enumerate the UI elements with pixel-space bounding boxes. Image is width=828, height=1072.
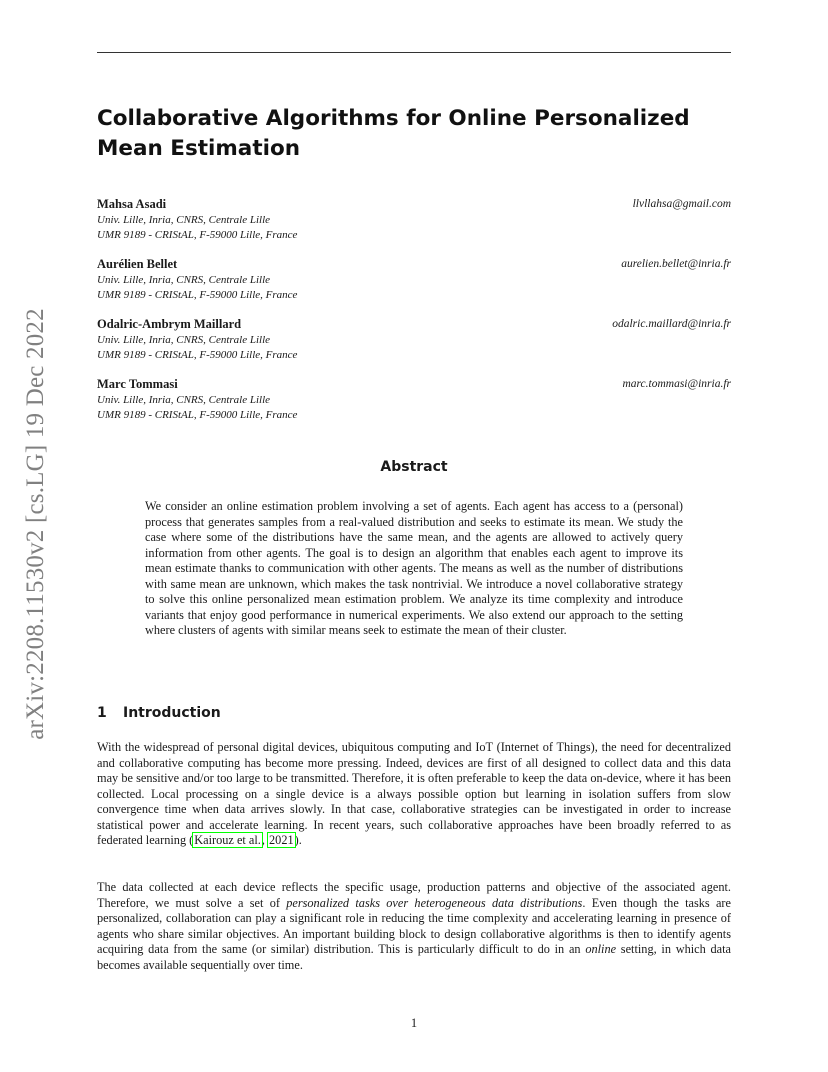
author-email[interactable]: marc.tommasi@inria.fr — [622, 378, 731, 390]
author-affiliation: Univ. Lille, Inria, CNRS, Centrale Lille — [97, 333, 271, 346]
paragraph-text: ). — [294, 833, 302, 847]
author-name: Mahsa Asadi — [97, 197, 167, 211]
section-number: 1 — [97, 705, 107, 721]
author-affiliation: UMR 9189 - CRIStAL, F-59000 Lille, France — [97, 349, 298, 361]
paragraph-text: The data collected at each device reflects the specific usage, production patterns and objective of the associated agent. Therefore, we must solve a set of — [97, 880, 731, 910]
header-rule — [97, 52, 731, 53]
page-number: 1 — [410, 1016, 418, 1030]
author-name: Aurélien Bellet — [97, 257, 178, 271]
author-block — [97, 317, 731, 364]
section-heading — [97, 705, 221, 721]
author-email[interactable]: llvllahsa@gmail.com — [632, 198, 731, 210]
author-block — [97, 257, 731, 304]
citation-link[interactable]: Kairouz et al. — [194, 833, 261, 847]
abstract-text: We consider an online estimation problem involving a set of agents. Each agent has access to a (personal) process that generates samples from a real-valued distribution and seeks to estimate its mean. We study the case where some of the distributions have the same mean, and the agents are allowed to actively query information from other agents. The goal is to design an algorithm that enables each agent to improve its mean estimate thanks to communication with other agents. The means as well as the number of distributions with same mean are unknown, which makes the task nontrivial. We introduce a novel collaborative strategy to solve this online personalized mean estimation problem. We analyze its time complexity and introduce variants that enjoy good performance in numerical experiments. We also extend our approach to the setting where clusters of agents with similar means seek to estimate the mean of their cluster. — [145, 499, 683, 637]
author-email[interactable]: aurelien.bellet@inria.fr — [621, 258, 731, 270]
paragraph-text: setting, in which data becomes available sequentially over time. — [97, 942, 731, 972]
author-affiliation: UMR 9189 - CRIStAL, F-59000 Lille, France — [97, 289, 298, 301]
author-block — [97, 197, 731, 244]
emphasized-text: personalized tasks over heterogeneous data distributions — [286, 895, 583, 910]
paragraph-text: . Even though the tasks are personalized, collaboration can play a significant role in reducing the time complexity and accelerating learning in presence of agents who share similar objectives. An important building block to design collaborative algorithms is then to identify agents acquiring data from the same (or similar) distribution. This is particularly difficult to do in an — [97, 895, 731, 956]
author-name: Marc Tommasi — [97, 377, 178, 391]
citation-link[interactable]: 2021 — [269, 833, 294, 847]
author-affiliation: UMR 9189 - CRIStAL, F-59000 Lille, France — [97, 229, 298, 241]
paper-title — [97, 104, 697, 164]
body-paragraph — [97, 740, 731, 849]
author-block — [97, 377, 731, 424]
author-name: Odalric-Ambrym Maillard — [97, 317, 242, 331]
paragraph-text: , — [261, 833, 269, 847]
paper-title-line-2: Mean Estimation — [97, 136, 301, 161]
author-email[interactable]: odalric.maillard@inria.fr — [612, 318, 731, 330]
paragraph-text: With the widespread of personal digital devices, ubiquitous computing and IoT (Internet of Things), the need for decentralized and collaborative computing has become more pressing. Indeed, devices are first of all designed to collect data and this data may be sensitive and/or too large to be transmitted. Therefore, it is often preferable to keep the data on-device, where it has been collected. Local processing on a single device is a always possible option but learning in isolation suffers from slow convergence time when data arrives slowly. In that case, collaborative strategies can be investigated in order to increase statistical power and accelerate learning. In recent years, such collaborative approaches have been broadly referred to as federated learning ( — [97, 740, 731, 847]
author-affiliation: Univ. Lille, Inria, CNRS, Centrale Lille — [97, 273, 271, 286]
paper-title-line-1: Collaborative Algorithms for Online Personalized — [97, 106, 690, 131]
emphasized-text: online — [585, 942, 617, 956]
author-affiliation: UMR 9189 - CRIStAL, F-59000 Lille, France — [97, 409, 298, 421]
section-title: Introduction — [123, 705, 221, 721]
body-paragraph — [97, 880, 731, 973]
author-affiliation: Univ. Lille, Inria, CNRS, Centrale Lille — [97, 213, 271, 226]
abstract-heading: Abstract — [380, 459, 448, 475]
arxiv-identifier-stamp: arXiv:2208.11530v2 [cs.LG] 19 Dec 2022 — [22, 308, 49, 740]
author-affiliation: Univ. Lille, Inria, CNRS, Centrale Lille — [97, 393, 271, 406]
